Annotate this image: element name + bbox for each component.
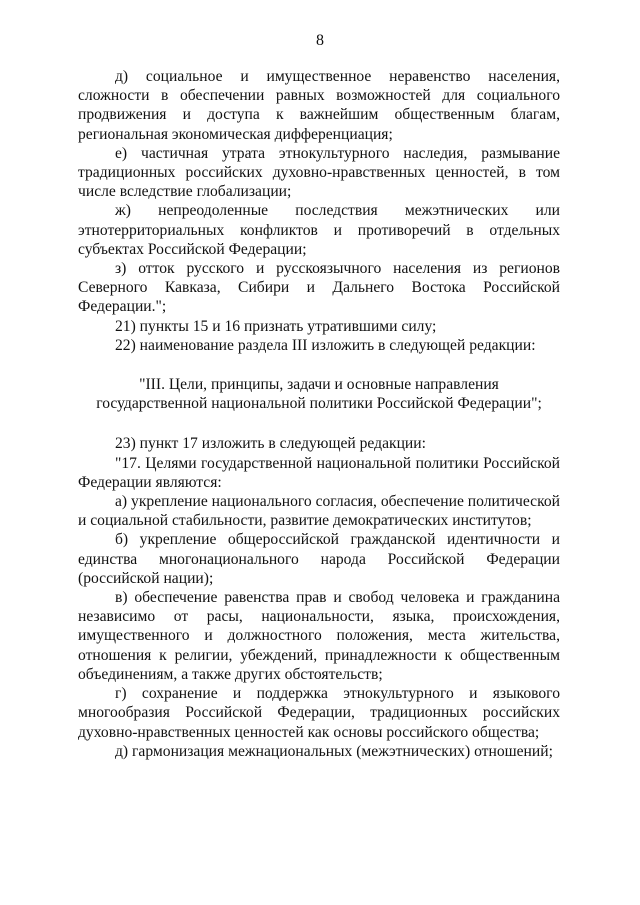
paragraph-e-heritage: е) частичная утрата этнокультурного наследия, размывание традиционных российских духовно-нравственных ценностей, в том числе вследствие глобализации;	[78, 144, 560, 201]
paragraph-zh-conflicts: ж) непреодоленные последствия межэтнических или этнотерриториальных конфликтов и противоречий в отдельных субъектах Российской Федерации;	[78, 202, 560, 258]
section-heading	[78, 375, 560, 413]
paragraph-z-outflow: з) отток русского и русскоязычного населения из регионов Северного Кавказа, Сибири и Дальнего Востока Российской Федерации.";	[78, 260, 560, 316]
paragraph-d-inequality: д) социальное и имущественное неравенство населения, сложности в обеспечении равных возможностей для социального продвижения и доступа к важнейшим общественным благам, региональная экономическая дифференциация;	[78, 68, 560, 143]
paragraph-item-23: 23) пункт 17 изложить в следующей редакции:	[115, 435, 426, 453]
paragraph-g-diversity: г) сохранение и поддержка этнокультурного и языкового многообразия Российской Федерации, традиционных российских духовно-нравственных ценностей как основы российского общества;	[78, 685, 560, 741]
paragraph-v-equality: в) обеспечение равенства прав и свобод человека и гражданина независимо от расы, национальности, языка, происхождения, имущественного и должностного положения, места жительства, отношения к религии, убеждений, принадлежности к общественным объединениям, а также других обстоятельств;	[78, 589, 560, 683]
paragraph-item-22: 22) наименование раздела III изложить в следующей редакции:	[115, 336, 536, 354]
section-heading-line-2: государственной национальной политики Российской Федерации";	[96, 395, 542, 413]
paragraph-item-21: 21) пункты 15 и 16 признать утратившими силу;	[115, 317, 437, 335]
paragraph-a-agreement: а) укрепление национального согласия, обеспечение политической и социальной стабильности, развитие демократических институтов;	[78, 493, 560, 530]
paragraph-d-harmonization: д) гармонизация межнациональных (межэтнических) отношений;	[115, 742, 553, 760]
section-heading-line-1: "III. Цели, принципы, задачи и основные направления	[139, 376, 499, 394]
page-number: 8	[316, 32, 324, 49]
document-body	[78, 67, 560, 761]
paragraph-b-identity: б) укрепление общероссийской гражданской идентичности и единства многонационального народа Российской Федерации (российской нации);	[78, 531, 560, 587]
paragraph-point-17: "17. Целями государственной национальной политики Российской Федерации являются:	[78, 454, 560, 491]
